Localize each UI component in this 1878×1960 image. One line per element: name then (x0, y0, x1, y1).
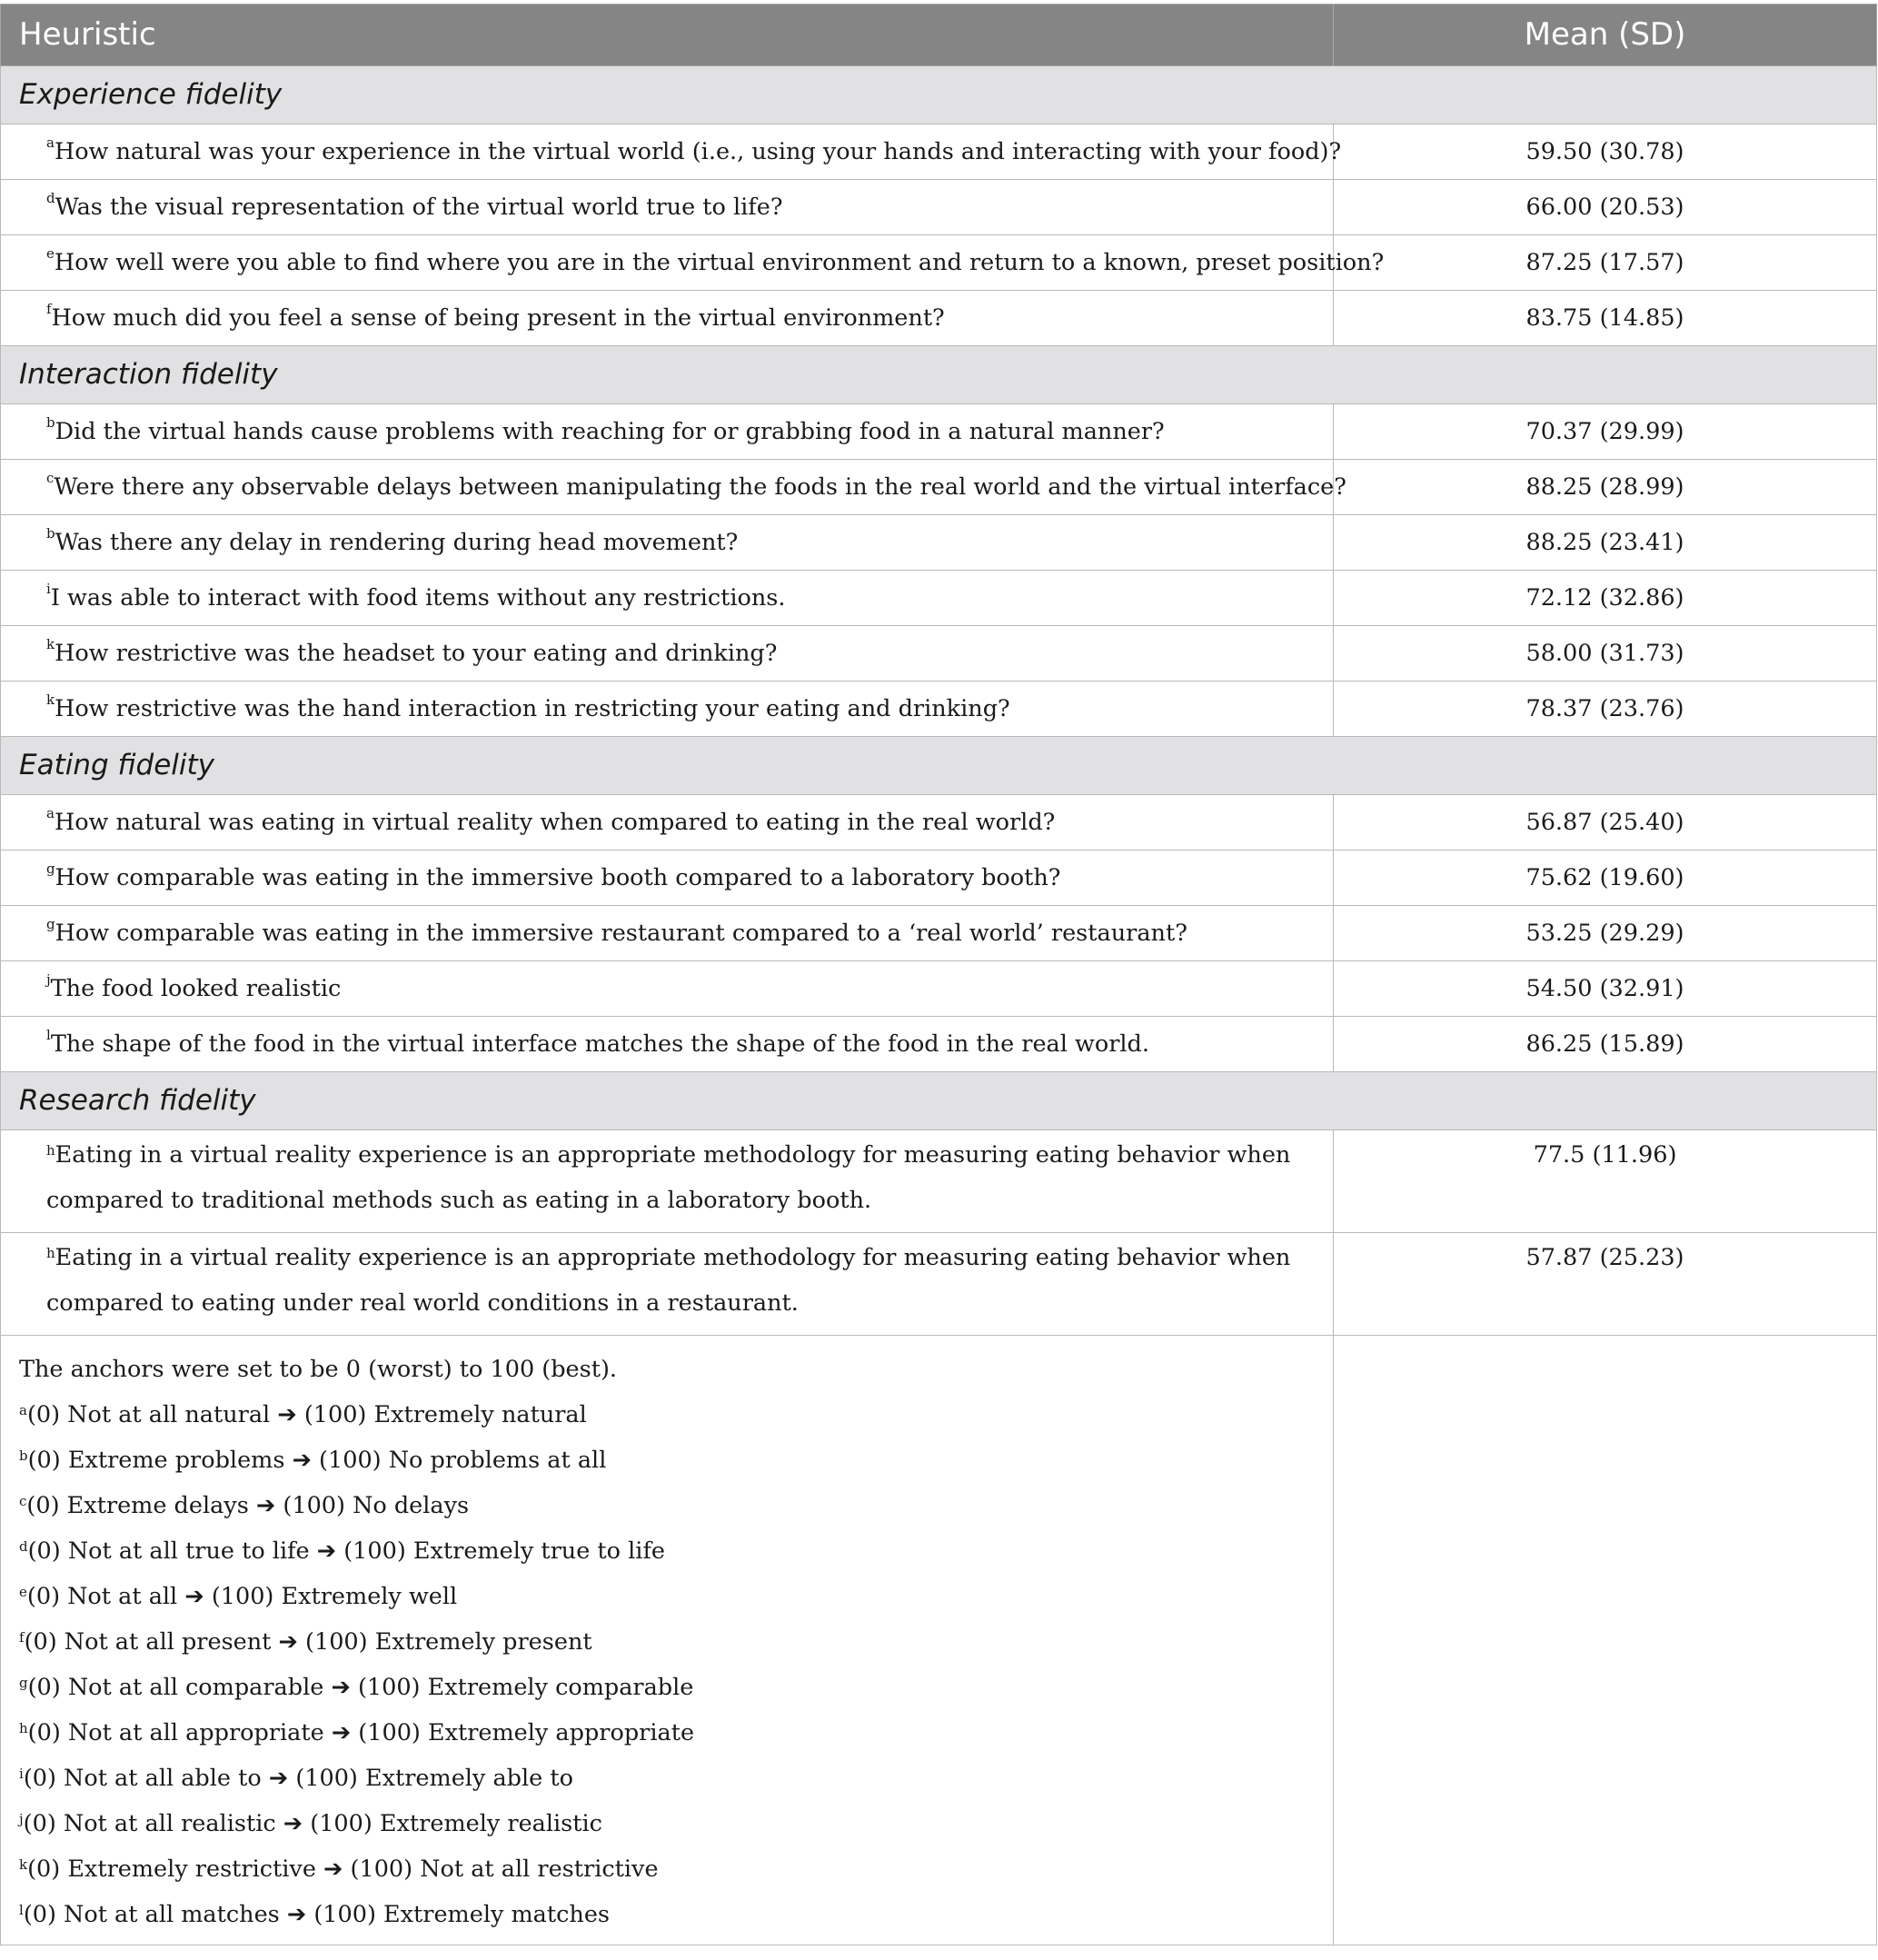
heuristics-table (0, 4, 1877, 1945)
question-text: The food looked realistic (50, 975, 342, 1002)
section-row (1, 66, 1877, 124)
footnote-cell (1, 1336, 1334, 1945)
anchor-superscript: j (19, 1811, 24, 1827)
anchor-high: (100) Not at all restrictive (350, 1856, 659, 1883)
header-row (1, 5, 1877, 66)
anchor-superscript: l (46, 1027, 51, 1043)
question-text: How much did you feel a sense of being present in the virtual environment? (51, 304, 945, 332)
header-mean: Mean (SD) (1334, 5, 1877, 66)
question-cell (1, 235, 1385, 291)
anchor-low: (0) Not at all matches (23, 1901, 280, 1928)
table-row (1, 124, 1877, 180)
anchor-high: (100) Extremely realistic (310, 1810, 602, 1837)
question-cell (1, 626, 1334, 682)
question-cell (1, 961, 1334, 1017)
anchor-superscript: e (19, 1584, 27, 1600)
arrow-icon: ➔ (255, 1492, 276, 1519)
anchor-superscript: i (19, 1766, 24, 1782)
anchor-superscript: d (19, 1538, 28, 1555)
table-row (1, 1017, 1877, 1072)
question-text: How restrictive was the headset to your eating and drinking? (55, 640, 778, 667)
anchor-high: (100) No problems at all (319, 1447, 607, 1474)
mean-cell: 88.25 (23.41) (1334, 515, 1877, 571)
question-cell (1, 460, 1346, 515)
mean-cell: 86.25 (15.89) (1334, 1017, 1877, 1072)
arrow-icon: ➔ (292, 1447, 312, 1474)
anchor-superscript: h (46, 1142, 55, 1159)
anchor-note (19, 1892, 1333, 1937)
anchor-note (19, 1756, 1333, 1801)
mean-cell: 58.00 (31.73) (1334, 626, 1877, 682)
anchor-note (19, 1528, 1333, 1574)
mean-cell: 70.37 (29.99) (1334, 404, 1877, 460)
question-text: How natural was eating in virtual reality when compared to eating in the real world? (54, 809, 1056, 836)
question-text: How well were you able to find where you are in the virtual environment and return to a known, preset position? (54, 249, 1385, 276)
anchor-note (19, 1801, 1333, 1846)
header-heuristic: Heuristic (1, 5, 1334, 66)
anchor-superscript: g (46, 916, 55, 932)
mean-cell: 66.00 (20.53) (1334, 180, 1877, 235)
mean-cell: 88.25 (28.99) (1334, 460, 1877, 515)
anchor-high: (100) Extremely able to (295, 1765, 573, 1792)
section-row (1, 1072, 1877, 1130)
mean-cell: 54.50 (32.91) (1334, 961, 1877, 1017)
mean-cell: 59.50 (30.78) (1334, 124, 1877, 180)
question-text: Eating in a virtual reality experience is an appropriate methodology for measuring eating behavior when compared to traditional methods such as eating in a laboratory booth. (46, 1141, 1291, 1214)
mean-cell: 87.25 (17.57) (1334, 235, 1877, 291)
anchor-note (19, 1846, 1333, 1892)
anchor-superscript: b (19, 1448, 28, 1464)
mean-cell: 53.25 (29.29) (1334, 906, 1877, 961)
anchor-high: (100) Extremely true to life (343, 1537, 665, 1565)
question-cell (1, 906, 1334, 961)
anchor-low: (0) Not at all natural (26, 1401, 271, 1428)
anchor-superscript: i (46, 581, 51, 597)
question-cell (1, 124, 1342, 180)
question-text: Did the virtual hands cause problems with reaching for or grabbing food in a natural manner? (55, 418, 1165, 445)
anchor-low: (0) Extremely restrictive (27, 1856, 316, 1883)
arrow-icon: ➔ (331, 1674, 351, 1701)
table-row (1, 1233, 1877, 1336)
anchor-superscript: g (46, 861, 55, 877)
anchor-superscript: e (46, 245, 55, 262)
table-row (1, 906, 1877, 961)
anchor-superscript: b (46, 414, 55, 431)
anchor-superscript: d (46, 190, 55, 206)
question-cell (1, 515, 1334, 571)
section-row (1, 346, 1877, 404)
table-row (1, 460, 1877, 515)
table-row (1, 1130, 1877, 1233)
arrow-icon: ➔ (277, 1401, 297, 1428)
table-row (1, 961, 1877, 1017)
mean-cell: 78.37 (23.76) (1334, 682, 1877, 737)
anchor-superscript: f (19, 1629, 25, 1646)
anchor-low: (0) Not at all comparable (27, 1674, 324, 1701)
anchor-superscript: a (19, 1402, 27, 1418)
anchor-high: (100) Extremely appropriate (358, 1719, 695, 1746)
table-row (1, 682, 1877, 737)
anchor-low: (0) Extreme problems (27, 1447, 285, 1474)
mean-cell: 57.87 (25.23) (1334, 1233, 1877, 1336)
question-cell (1, 571, 1334, 626)
anchor-low: (0) Not at all present (24, 1628, 272, 1656)
anchor-superscript: c (46, 470, 55, 486)
anchor-note (19, 1392, 1333, 1438)
anchor-high: (100) Extremely comparable (357, 1674, 694, 1701)
anchor-low: (0) Not at all able to (23, 1765, 262, 1792)
anchor-high: (100) Extremely well (211, 1583, 458, 1610)
anchor-superscript: l (19, 1902, 24, 1918)
anchor-low: (0) Not at all appropriate (27, 1719, 324, 1746)
section-title: Eating fidelity (1, 737, 1877, 795)
arrow-icon: ➔ (331, 1719, 352, 1746)
table-row (1, 795, 1877, 851)
question-cell (1, 1017, 1334, 1072)
anchor-superscript: k (46, 636, 55, 652)
question-cell (1, 291, 1334, 346)
table-row (1, 180, 1877, 235)
anchor-high: (100) No delays (283, 1492, 470, 1519)
table-row (1, 404, 1877, 460)
anchor-superscript: k (46, 691, 55, 708)
table-row (1, 626, 1877, 682)
anchor-note (19, 1619, 1333, 1665)
question-text: How restrictive was the hand interaction in restricting your eating and drinking? (55, 695, 1010, 722)
question-text: The shape of the food in the virtual interface matches the shape of the food in the real world. (50, 1030, 1149, 1058)
anchor-note (19, 1665, 1333, 1710)
anchor-superscript: g (19, 1675, 28, 1691)
section-row (1, 737, 1877, 795)
question-text: Was there any delay in rendering during head movement? (55, 529, 739, 556)
mean-cell: 56.87 (25.40) (1334, 795, 1877, 851)
table-row (1, 235, 1877, 291)
table-row (1, 515, 1877, 571)
question-text: How comparable was eating in the immersive restaurant compared to a ‘real world’ restaurant? (55, 920, 1187, 947)
anchor-low: (0) Extreme delays (26, 1492, 249, 1519)
arrow-icon: ➔ (268, 1765, 289, 1792)
anchor-note (19, 1574, 1333, 1619)
section-title: Interaction fidelity (1, 346, 1877, 404)
anchor-low: (0) Not at all realistic (23, 1810, 276, 1837)
question-text: I was able to interact with food items without any restrictions. (50, 584, 786, 612)
anchor-low: (0) Not at all (26, 1583, 178, 1610)
question-text: Was the visual representation of the virtual world true to life? (55, 194, 783, 221)
anchor-high: (100) Extremely present (305, 1628, 592, 1656)
question-text: Eating in a virtual reality experience is an appropriate methodology for measuring eating behavior when compared to eating under real world conditions in a restaurant. (46, 1244, 1291, 1317)
anchor-superscript: a (46, 134, 55, 151)
anchor-superscript: a (46, 805, 55, 821)
question-cell (1, 682, 1334, 737)
mean-cell: 75.62 (19.60) (1334, 851, 1877, 906)
anchor-note (19, 1483, 1333, 1528)
table-row (1, 571, 1877, 626)
arrow-icon: ➔ (286, 1901, 307, 1928)
mean-cell: 83.75 (14.85) (1334, 291, 1877, 346)
anchor-superscript: c (19, 1493, 27, 1509)
mean-cell: 72.12 (32.86) (1334, 571, 1877, 626)
anchor-superscript: f (46, 301, 52, 317)
arrow-icon: ➔ (278, 1628, 298, 1656)
table-row (1, 291, 1877, 346)
anchor-low: (0) Not at all true to life (27, 1537, 310, 1565)
anchor-superscript: b (46, 525, 55, 542)
anchor-note (19, 1710, 1333, 1756)
anchor-superscript: h (46, 1245, 55, 1261)
question-cell (1, 1130, 1334, 1233)
footnote-intro: The anchors were set to be 0 (worst) to 100 (best). (19, 1356, 618, 1383)
anchor-superscript: k (19, 1856, 28, 1873)
question-text: Were there any observable delays between manipulating the foods in the real world and the virtual interface? (54, 473, 1346, 501)
question-cell (1, 404, 1334, 460)
question-cell (1, 1233, 1334, 1336)
question-cell (1, 180, 1334, 235)
section-title: Research fidelity (1, 1072, 1877, 1130)
footnote-empty-cell (1334, 1336, 1877, 1945)
mean-cell: 77.5 (11.96) (1334, 1130, 1877, 1233)
arrow-icon: ➔ (323, 1856, 343, 1883)
table-body (1, 66, 1877, 1945)
table-row (1, 851, 1877, 906)
anchor-superscript: h (19, 1720, 28, 1736)
anchor-high: (100) Extremely matches (313, 1901, 610, 1928)
anchor-high: (100) Extremely natural (303, 1401, 587, 1428)
question-cell (1, 851, 1334, 906)
arrow-icon: ➔ (316, 1537, 337, 1565)
anchor-note (19, 1438, 1333, 1483)
question-text: How comparable was eating in the immersive booth compared to a laboratory booth? (55, 864, 1061, 891)
arrow-icon: ➔ (283, 1810, 303, 1837)
question-cell (1, 795, 1334, 851)
arrow-icon: ➔ (184, 1583, 204, 1610)
anchor-superscript: j (46, 971, 51, 988)
question-text: How natural was your experience in the virtual world (i.e., using your hands and interacting with your food)? (54, 138, 1342, 165)
footnote-row (1, 1336, 1877, 1945)
heuristics-table-wrapper (0, 4, 1876, 1945)
section-title: Experience fidelity (1, 66, 1877, 124)
